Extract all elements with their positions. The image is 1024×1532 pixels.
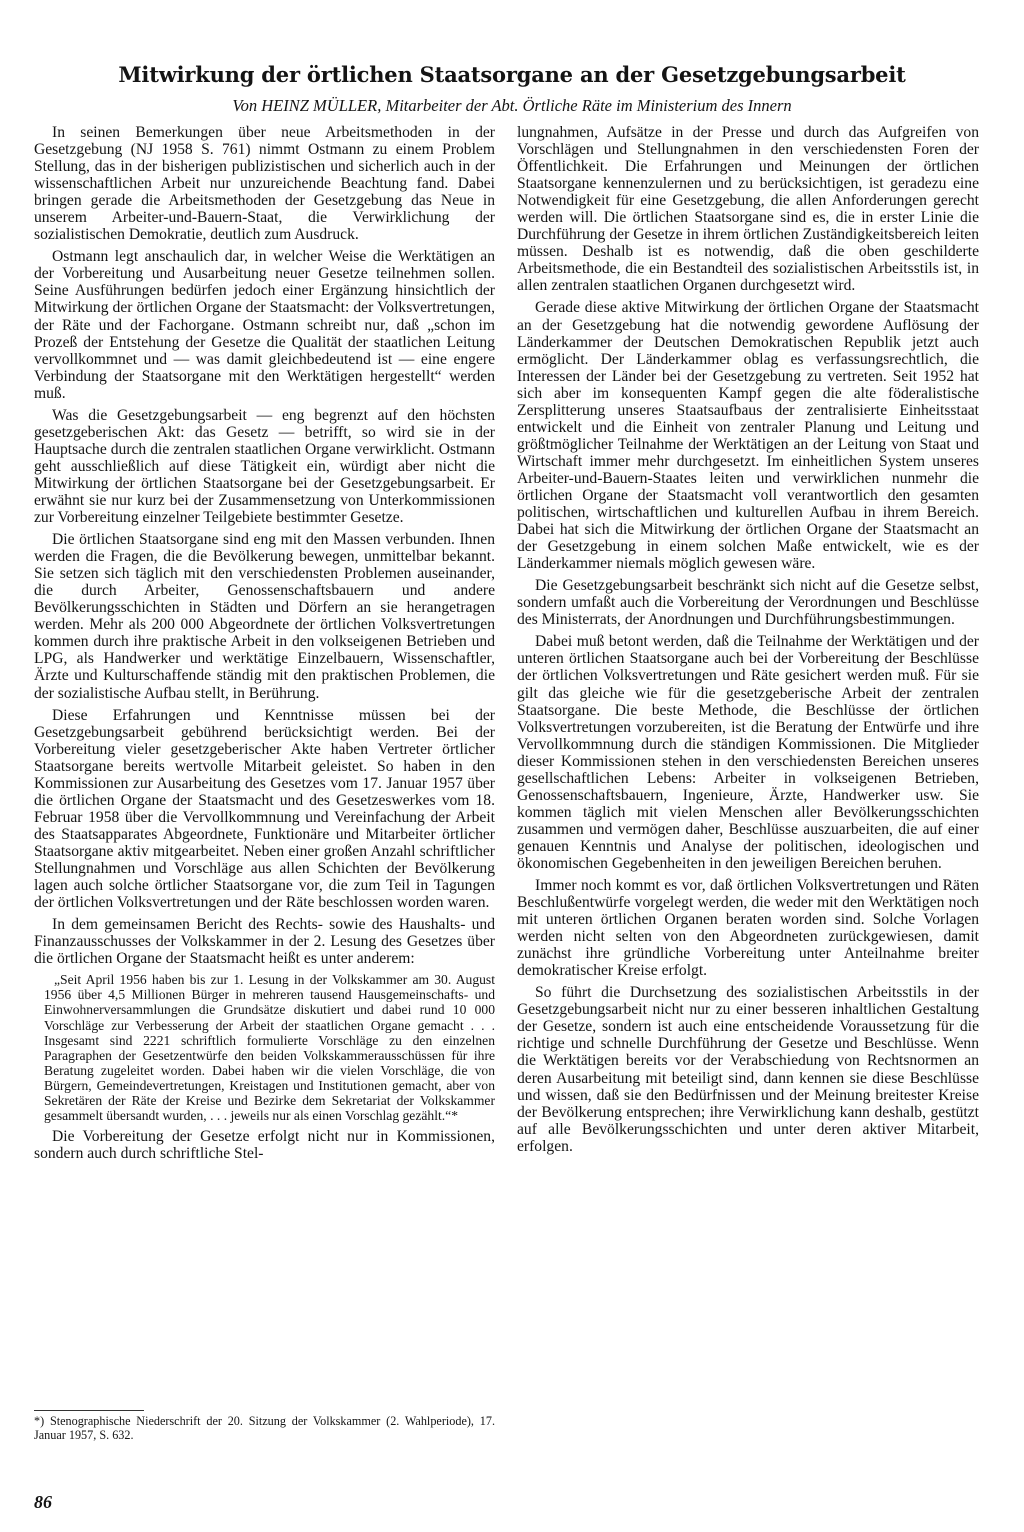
left-column (34, 124, 495, 1167)
footnote-divider (34, 1410, 144, 1411)
article-title: Mitwirkung der örtlichen Staatsorgane an der Gesetzgebungsarbeit (118, 62, 906, 87)
paragraph: In dem gemeinsamen Bericht des Rechts- sowie des Haushalts- und Finanzausschusses der Volkskammer in der 2. Lesung des Gesetzes über die örtlichen Organe der Staatsmacht heißt es unter anderem: (34, 916, 495, 968)
article-byline: Von HEINZ MÜLLER, Mitarbeiter der Abt. Örtliche Räte im Ministerium des Innern (232, 96, 792, 115)
paragraph: In seinen Bemerkungen über neue Arbeitsmethoden in der Gesetzgebung (NJ 1958 S. 761) nimmt Ostmann zu einem Problem Stellung, das in der bisherigen publizistischen und sicherlich auch in der wissenschaftlichen Arbeit nur unzureichende Beachtung fand. Dabei bringen gerade die Arbeitsmethoden der Gesetzgebung das Neue in unserem Arbeiter-und-Bauern-Staat, die Verwirklichung der sozialistischen Demokratie, deutlich zum Ausdruck. (34, 124, 495, 244)
right-column (517, 124, 979, 1160)
paragraph: Die Gesetzgebungsarbeit beschränkt sich nicht auf die Gesetze selbst, sondern umfaßt auch die Vorbereitung der Verordnungen und Beschlüsse des Ministerrats, der Anordnungen und Durchführungsbestimmungen. (517, 577, 979, 629)
page-number: 86 (34, 1492, 52, 1512)
paragraph: So führt die Durchsetzung des sozialistischen Arbeitsstils in der Gesetzgebungsarbeit nicht nur zu einer besseren inhaltlichen Gestaltung der Gesetze, sondern ist auch eine entscheidende Voraussetzung für die richtige und schnelle Durchführung der Gesetze und Beschlüsse. Wenn die Werktätigen bereits vor der Verabschiedung von Rechtsnormen an deren Ausarbeitung mit beteiligt sind, dann kennen sie diese Beschlüsse und wissen, daß sie den Bedürfnissen und der Meinung breitester Kreise der Bevölkerung entsprechen; ihre Verwirklichung kann deshalb, gestützt auf alle Bevölkerungsschichten und unter deren aktiver Mitarbeit, erfolgen. (517, 984, 979, 1155)
paragraph: Dabei muß betont werden, daß die Teilnahme der Werktätigen und der unteren örtlichen Staatsorgane auch bei der Vorbereitung der Beschlüsse der örtlichen Volksvertretungen und Räte gesichert werden muß. Für sie gilt das gleiche wie für die gesetzgeberische Arbeit der zentralen Staatsorgane. Die beste Methode, die Beschlüsse der örtlichen Volksvertretungen vorzubereiten, ist die Beratung der Entwürfe und ihre Vervollkommnung durch die ständigen Kommissionen. Die Mitglieder dieser Kommissionen stehen in den verschiedensten Bereichen unseres gesellschaftlichen Lebens: Arbeiter in volkseigenen Betrieben, Genossenschaftsbauern, Ingenieure, Ärzte, Handwerker usw. Sie kommen täglich mit vielen Menschen aller Bevölkerungsschichten zusammen und vermögen daher, Beschlüsse auszuarbeiten, die auf einer genauen Kenntnis und Analyse der politischen, ideologischen und ökonomischen Gegebenheiten in den jeweiligen Bereichen beruhen. (517, 633, 979, 872)
paragraph: Die örtlichen Staatsorgane sind eng mit den Massen verbunden. Ihnen werden die Fragen, die die Bevölkerung bewegen, unmittelbar bekannt. Sie setzen sich täglich mit den verschiedensten Problemen auseinander, die durch Arbeiter, Genossenschaftsbauern und andere Bevölkerungsschichten in Städten und Dörfern an sie herangetragen werden. Mehr als 200 000 Abgeordnete der örtlichen Volksvertretungen kommen durch ihre praktische Arbeit in den volkseigenen Betrieben und LPG, als Handwerker und werktätige Einzelbauern, Wissenschaftler, Ärzte und Kulturschaffende ständig mit den praktischen Problemen, die der sozialistische Aufbau stellt, in Berührung. (34, 531, 495, 702)
paragraph: Was die Gesetzgebungsarbeit — eng begrenzt auf den höchsten gesetzgeberischen Akt: das Gesetz — betrifft, so wird sie in der Hauptsache durch die zentralen staatlichen Organe verwirklicht. Ostmann geht ausschließlich auf diese Tätigkeit ein, würdigt aber nicht die Mitwirkung der örtlichen Staatsorgane bei der Gesetzgebungsarbeit. Er erwähnt sie nur kurz bei der Zusammensetzung von Unterkommissionen zur Vorbereitung einzelner Teilgebiete bestimmter Gesetze. (34, 406, 495, 527)
paragraph: Immer noch kommt es vor, daß örtlichen Volksvertretungen und Räten Beschlußentwürfe vorgelegt werden, die weder mit den Werktätigen noch mit unteren örtlichen Organen beraten worden sind. Solche Vorlagen werden nicht selten von den Abgeordneten zurückgewiesen, damit zunächst ihre gründliche Vorbereitung unter Anteilnahme breiter demokratischer Kreise erfolgt. (517, 877, 979, 980)
paragraph: Diese Erfahrungen und Kenntnisse müssen bei der Gesetzgebungsarbeit gebührend berücksichtigt werden. Bei der Vorbereitung vieler gesetzgeberischer Akte haben Vertreter örtlicher Staatsorgane bereits wertvolle Mitarbeit geleistet. So haben in den Kommissionen zur Ausarbeitung des Gesetzes vom 17. Januar 1957 über die örtlichen Organe der Staatsmacht und des Gesetzeswerkes vom 18. Februar 1958 über die Vervollkommnung und Vereinfachung der Arbeit des Staatsapparates Abgeordnete, Funktionäre und Mitarbeiter örtlicher Staatsorgane aktiv mitgearbeitet. Neben einer großen Anzahl schriftlicher Stellungnahmen und Vorschläge aus allen Schichten der Bevölkerung lagen auch solche örtlicher Staatsorgane vor, die zum Teil in Tagungen der örtlichen Volksvertretungen und der Räte beschlossen worden waren. (34, 706, 495, 912)
block-quote: „Seit April 1956 haben bis zur 1. Lesung in der Volkskammer am 30. August 1956 über 4,5 Millionen Bürger in mehreren tausend Hausgemeinschafts- und Einwohnerversammlungen die Grundsätze diskutiert und dabei rund 10 000 Vorschläge zur Verbesserung der Arbeit der staatlichen Organe gemacht . . . Insgesamt sind 2221 schriftlich formulierte Vorschläge zu den einzelnen Paragraphen der Gesetzentwürfe den beiden Volkskammerausschüssen für ihre Beratung zugeleitet worden. Dabei haben wir die vielen Vorschläge, die von Bürgern, Gemeindevertretungen, Kreistagen und Institutionen gemacht, aber von Sekretären der Räte der Kreise und Bezirke dem Sekretariat der Volkskammer gesammelt übersandt wurden, . . . jeweils nur als einen Vorschlag gezählt.“* (44, 972, 495, 1124)
paragraph: Die Vorbereitung der Gesetze erfolgt nicht nur in Kommissionen, sondern auch durch schriftliche Stel- (34, 1128, 495, 1163)
footnote: *) Stenographische Niederschrift der 20. Sitzung der Volkskammer (2. Wahlperiode), 17. Januar 1957, S. 632. (34, 1414, 495, 1442)
paragraph-continued: lungnahmen, Aufsätze in der Presse und durch das Aufgreifen von Vorschlägen und Stellungnahmen in den verschiedensten Foren der Öffentlichkeit. Die Erfahrungen und Meinungen der örtlichen Staatsorgane kennenzulernen und zu berücksichtigen, ist geradezu eine Notwendigkeit für eine Gesetzgebung, die allen Anforderungen gerecht werden will. Die örtlichen Staatsorgane sind es, die in erster Linie die Durchführung der Gesetze in ihrem örtlichen Zuständigkeitsbereich leiten müssen. Deshalb ist es notwendig, daß die oben geschilderte Arbeitsmethode, die ein Bestandteil des sozialistischen Arbeitsstils ist, in allen zentralen staatlichen Organen durchgesetzt wird. (517, 124, 979, 295)
paragraph: Gerade diese aktive Mitwirkung der örtlichen Organe der Staatsmacht an der Gesetzgebung hat die notwendig gewordene Auflösung der Länderkammer der Deutschen Demokratischen Republik jetzt auch ermöglicht. Der Länderkammer oblag es verfassungsrechtlich, die Interessen der Länder bei der Gesetzgebung zu vertreten. Seit 1952 hat sich aber im konsequenten Kampf gegen die alte föderalistische Zersplitterung unseres Staatsaufbaus der zentralisierte Einheitsstaat entwickelt und die Einheit von zentraler Planung und Leitung und größtmöglicher Teilnahme der Werktätigen an der Leitung von Staat und Wirtschaft immer mehr durchgesetzt. Im einheitlichen System unseres Arbeiter-und-Bauern-Staates leiten und verwirklichen nunmehr die örtlichen Organe der Staatsmacht voll verantwortlich den gesamten politischen, wirtschaftlichen und kulturellen Aufbau in ihrem Bereich. Dabei hat sich die Mitwirkung der örtlichen Organe der Staatsmacht an der Gesetzgebung in einem solchen Maße entwickelt, wie es der Länderkammer niemals möglich gewesen wäre. (517, 299, 979, 573)
paragraph: Ostmann legt anschaulich dar, in welcher Weise die Werktätigen an der Vorbereitung und Ausarbeitung neuer Gesetze teilnehmen sollen. Seine Ausführungen bedürfen jedoch einer Ergänzung hinsichtlich der Mitwirkung der örtlichen Organe der Staatsmacht: der Volksvertretungen, der Räte und der Fachorgane. Ostmann schreibt nur, daß „schon im Prozeß der Entstehung der Gesetze die Qualität der staatlichen Leitung vervollkommnet und — was damit gleichbedeutend ist — eine engere Verbindung der Staatsorgane mit den Werktätigen hergestellt“ werden muß. (34, 248, 495, 402)
